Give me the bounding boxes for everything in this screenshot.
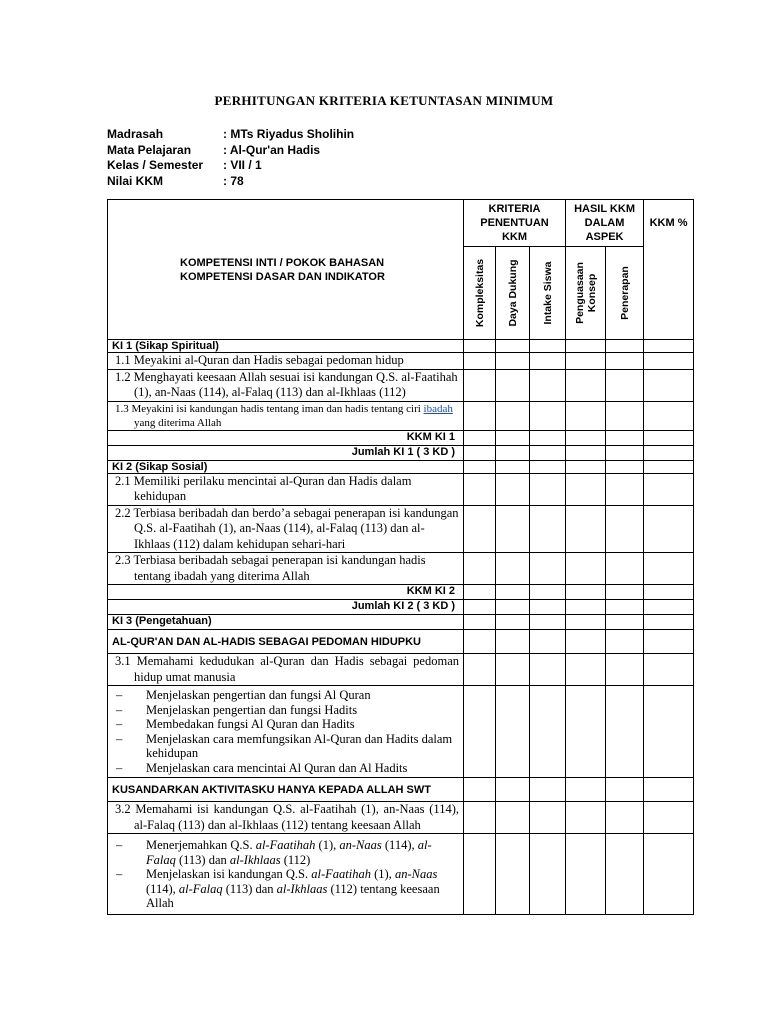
table-row (108, 369, 694, 401)
info-value: : Al-Qur'an Hadis (223, 142, 321, 157)
kkm-table (107, 199, 694, 915)
table-row (108, 473, 694, 505)
table-row (108, 460, 694, 473)
table-row (108, 686, 694, 778)
info-value: : MTs Riyadus Sholihin (223, 127, 355, 141)
info-row-madrasah (107, 127, 354, 143)
ki3-ind31-list (108, 686, 464, 778)
info-row-nilai-kkm (107, 174, 354, 190)
info-row-kelas-semester (107, 158, 354, 174)
info-label: Mata Pelajaran (107, 142, 192, 157)
header-main-cell (108, 200, 464, 340)
ibadah-link[interactable]: ibadah (423, 402, 453, 415)
ki1-kd3: 1.3 Meyakini isi kandungan hadis tentang iman dan hadis tentang ciri ibadah yang diterima Allah (108, 401, 464, 430)
table-row (108, 802, 694, 834)
header-kkm-percent: KKM % (644, 200, 694, 340)
list-item: – Menjelaskan cara memfungsikan Al-Quran dan Hadits dalam kehidupan (146, 732, 459, 761)
header-kriteria-cell (464, 200, 566, 247)
header-hasil-line1: HASIL KKM (574, 203, 635, 215)
table-row (108, 505, 694, 553)
ki1-jumlah-label: Jumlah KI 1 ( 3 KD ) (108, 445, 464, 460)
ki1-kkm-label: KKM KI 1 (108, 430, 464, 445)
ki3-ind32-list (108, 834, 464, 915)
header-col-penerapan: Penerapan (606, 247, 644, 340)
list-item: – Menerjemahkan Q.S. al-Faatihah (1), an-Naas (114), al-Falaq (113) dan al-Ikhlaas (112) (146, 838, 459, 867)
header-hasil-line3: ASPEK (585, 231, 624, 243)
ki2-kkm-label: KKM KI 2 (108, 585, 464, 600)
table-row (108, 600, 694, 615)
ki1-heading: KI 1 (Sikap Spiritual) (108, 340, 464, 353)
table-row (108, 834, 694, 915)
info-block (107, 127, 354, 189)
header-col-kompleksitas: Kompleksitas (464, 247, 496, 340)
ki2-heading: KI 2 (Sikap Sosial) (108, 460, 464, 473)
header-row-top (108, 200, 694, 247)
header-hasil-cell (566, 200, 644, 247)
table-row (108, 340, 694, 353)
header-hasil-line2: DALAM (584, 217, 625, 229)
header-main-line2: KOMPETENSI DASAR DAN INDIKATOR (180, 270, 385, 283)
list-item: – Menjelaskan pengertian dan fungsi Hadits (146, 703, 459, 718)
ki3-topic1: AL-QUR'AN DAN AL-HADIS SEBAGAI PEDOMAN HIDUPKU (108, 630, 464, 654)
header-kriteria-line2: PENENTUAN (480, 217, 549, 229)
ki1-kd1: 1.1 Meyakini al-Quran dan Hadis sebagai pedoman hidup (108, 353, 464, 370)
ki1-kd2: 1.2 Menghayati keesaan Allah sesuai isi kandungan Q.S. al-Faatihah (1), an-Naas (114), al-Falaq (113) dan al-Ikhlaas (112) (108, 369, 464, 401)
table-row (108, 430, 694, 445)
list-item: – Menjelaskan cara mencintai Al Quran dan Al Hadits (146, 761, 459, 776)
ki3-kd32: 3.2 Memahami isi kandungan Q.S. al-Faatihah (1), an-Naas (114), al-Falaq (113) dan al-Ikhlaas (112) tentang keesaan Allah (108, 802, 464, 834)
header-col-intake: Intake Siswa (530, 247, 566, 340)
header-kriteria-line1: KRITERIA (488, 203, 541, 215)
ki2-kd1: 2.1 Memiliki perilaku mencintai al-Quran dan Hadis dalam kehidupan (108, 473, 464, 505)
table-row (108, 630, 694, 654)
table-row (108, 553, 694, 585)
header-main-line1: KOMPETENSI INTI / POKOK BAHASAN (180, 256, 385, 269)
table-row (108, 654, 694, 686)
ki3-topic2: KUSANDARKAN AKTIVITASKU HANYA KEPADA ALLAH SWT (108, 778, 464, 802)
list-item: – Menjelaskan pengertian dan fungsi Al Quran (146, 688, 459, 703)
info-label: Nilai KKM (107, 173, 164, 188)
info-row-mata-pelajaran (107, 143, 354, 159)
table-row (108, 778, 694, 802)
ki3-heading: KI 3 (Pengetahuan) (108, 615, 464, 630)
info-value: : VII / 1 (223, 158, 262, 172)
info-label: Kelas / Semester (107, 158, 204, 172)
table-row (108, 445, 694, 460)
header-kriteria-line3: KKM (501, 231, 528, 243)
header-col-penguasaan: Penguasaan Konsep (566, 247, 606, 340)
list-item: – Menjelaskan isi kandungan Q.S. al-Faatihah (1), an-Naas (114), al-Falaq (113) dan al-Ikhlaas (112) tentang keesaan Allah (146, 867, 459, 911)
table-row (108, 585, 694, 600)
list-item: – Membedakan fungsi Al Quran dan Hadits (146, 717, 459, 732)
table-row (108, 615, 694, 630)
header-col-daya-dukung: Daya Dukung (496, 247, 530, 340)
document-title: PERHITUNGAN KRITERIA KETUNTASAN MINIMUM (214, 93, 554, 108)
ki2-kd2: 2.2 Terbiasa beribadah dan berdo’a sebagai penerapan isi kandungan Q.S. al-Faatihah (1), an-Naas (114), al-Falaq (113) dan al-Ikhlaas (112) dalam kehidupan sehari-hari (108, 505, 464, 553)
table-row (108, 353, 694, 370)
ki2-jumlah-label: Jumlah KI 2 ( 3 KD ) (108, 600, 464, 615)
ki3-kd31: 3.1 Memahami kedudukan al-Quran dan Hadis sebagai pedoman hidup umat manusia (108, 654, 464, 686)
info-label: Madrasah (107, 127, 164, 141)
table-row (108, 401, 694, 430)
ki2-kd3: 2.3 Terbiasa beribadah sebagai penerapan isi kandungan hadis tentang ibadah yang diterima Allah (108, 553, 464, 585)
info-value: : 78 (223, 173, 244, 188)
